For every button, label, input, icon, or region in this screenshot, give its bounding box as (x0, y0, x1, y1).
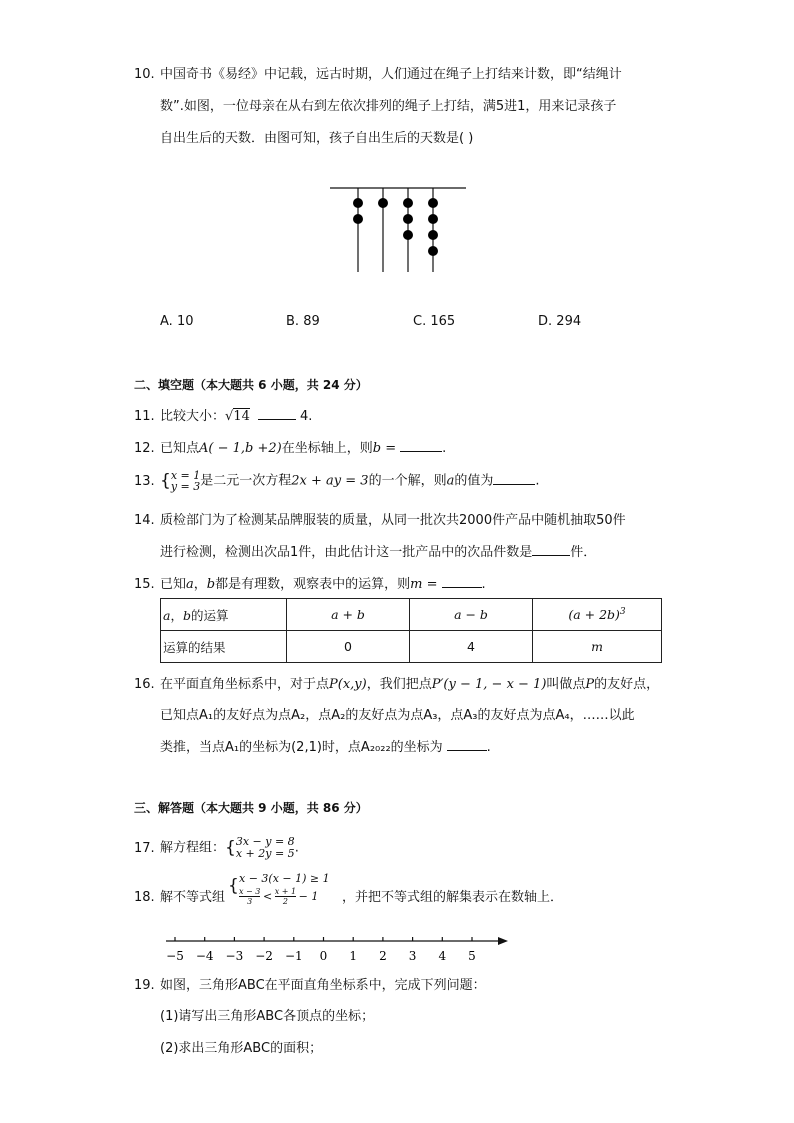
tick-label: −1 (284, 949, 303, 963)
knot (428, 246, 438, 256)
tick-label: −4 (195, 949, 214, 963)
choice-text: 10 (176, 314, 194, 329)
answer-blank[interactable] (442, 575, 482, 588)
question-18 (134, 889, 225, 907)
question-text: 进行检测，检测出次品1件，由此估计这一批产品中的次品件数是 (160, 545, 533, 560)
tick-label: 5 (468, 949, 476, 963)
question-text: . (294, 840, 299, 856)
exponent: 3 (619, 606, 626, 617)
choice-letter: D. (538, 314, 553, 329)
table-row (161, 599, 662, 631)
question-text: 在平面直角坐标系中，对于点 (160, 677, 330, 692)
question-text: 的友好点， (594, 677, 660, 692)
answer-blank[interactable] (258, 407, 296, 420)
question-14 (134, 512, 626, 530)
separator: ， (193, 577, 207, 592)
choice-text: 294 (556, 314, 582, 329)
question-text: 是二元一次方程 (200, 473, 292, 489)
question-text: 如图，三角形ABC在平面直角坐标系中，完成下列问题： (160, 978, 486, 993)
variable: b (206, 577, 216, 592)
question-15 (134, 575, 486, 594)
answer-blank[interactable] (400, 439, 442, 452)
knot (403, 214, 413, 224)
question-number: 14. (134, 513, 155, 528)
choice-b[interactable] (286, 314, 320, 329)
equation: x = 1 (170, 469, 201, 482)
inequality: x − 3(x − 1) ≥ 1 (239, 872, 330, 885)
numerator: x − 3 (239, 887, 261, 896)
question-14-line2 (160, 543, 596, 562)
answer-blank[interactable] (532, 543, 570, 556)
brace-icon: { (225, 838, 236, 858)
knot (403, 198, 413, 208)
question-16-line2: 已知点A₁的友好点为点A₂，点A₂的友好点为点A₃，点A₃的友好点为点A₄，……以此 (160, 708, 635, 723)
question-number: 19. (134, 978, 155, 993)
question-text: 已知点 (160, 441, 200, 456)
question-text: 在坐标轴上，则 (281, 441, 373, 456)
cell-text: 的运算 (190, 607, 229, 623)
question-number: 13. (134, 473, 155, 489)
question-text: 的一个解，则 (368, 473, 447, 489)
equation-system (171, 470, 200, 492)
tick-label: 2 (379, 949, 387, 963)
question-text: 质检部门为了检测某品牌服装的质量，从同一批次共2000件产品中随机抽取50件 (160, 513, 626, 528)
knot (428, 230, 438, 240)
variable: P (585, 677, 595, 692)
answer-blank[interactable] (447, 738, 487, 751)
question-12 (134, 439, 446, 458)
question-text: . (442, 441, 447, 456)
point-expression: A( − 1,b +2) (199, 441, 282, 456)
equation-system (236, 836, 295, 860)
question-text: ，并把不等式组的解集表示在数轴上． (342, 890, 564, 905)
tick-label: −2 (255, 949, 273, 963)
fraction (239, 887, 260, 906)
variable: b (182, 607, 191, 623)
question-16 (134, 676, 659, 694)
question-text: ，我们把点 (366, 677, 432, 692)
arrow-icon (498, 937, 508, 945)
operation-table (160, 598, 662, 663)
question-text: 叫做点 (546, 677, 586, 692)
question-text: 比较大小： (160, 409, 226, 424)
radicand: 14 (233, 409, 250, 424)
table-row (161, 631, 662, 663)
inequality-fraction-row (239, 887, 318, 906)
question-text: . (481, 577, 486, 592)
question-16-line3 (160, 738, 491, 757)
choice-text: 165 (430, 314, 456, 329)
choice-text: 89 (303, 314, 320, 329)
table-cell: 运算的结果 (161, 631, 287, 663)
question-number: 15. (134, 577, 155, 592)
knot (428, 214, 438, 224)
tick-label: 1 (349, 949, 358, 963)
question-text: 的值为 (454, 473, 494, 489)
question-19 (134, 977, 486, 995)
question-text: 类推，当点A₁的坐标为(2,1)时，点A₂₀₂₂的坐标为 (160, 740, 443, 755)
sub-question-2: (2)求出三角形ABC的面积； (160, 1041, 323, 1056)
equation: 2x + ay = 3 (291, 473, 369, 489)
tick-label: 4 (438, 949, 447, 963)
choice-a[interactable] (160, 314, 193, 329)
knot (403, 230, 413, 240)
question-13 (134, 470, 540, 492)
variable: a (446, 473, 455, 489)
table-cell: a + b (287, 599, 410, 631)
table-cell: a − b (410, 599, 533, 631)
variable: b = (372, 441, 397, 456)
question-text: . (535, 473, 540, 489)
tick-label: 3 (408, 949, 417, 963)
numerator: x + 1 (274, 887, 297, 896)
variable: a (163, 607, 171, 623)
question-10-line3: 自出生后的天数．由图可知，孩子自出生后的天数是( ) (160, 131, 474, 146)
question-text: . (486, 740, 491, 755)
question-text: 中国奇书《易经》中记载，远古时期，人们通过在绳子上打结来计数，即“结绳计 (160, 67, 622, 82)
question-text: 解不等式组 (160, 890, 226, 905)
operator: − 1 (298, 890, 319, 903)
question-text: 已知 (160, 577, 187, 592)
question-11 (134, 407, 312, 426)
choice-letter: C. (413, 314, 427, 329)
sqrt-expression: √14 (225, 409, 250, 424)
choice-d[interactable] (538, 314, 581, 329)
cell-text: (a + 2b) (568, 607, 620, 623)
choice-letter: B. (286, 314, 300, 329)
sub-question-1: (1)请写出三角形ABC各顶点的坐标； (160, 1009, 375, 1024)
question-10 (134, 66, 622, 84)
table-cell: m (533, 631, 662, 663)
choice-letter: A. (160, 314, 173, 329)
knot (428, 198, 438, 208)
question-10-line2: 数”.如图，一位母亲在从右到左依次排列的绳子上打结，满5进1，用来记录孩子 (160, 99, 617, 114)
tick-label: −3 (225, 949, 244, 963)
question-17 (134, 836, 299, 860)
fraction (275, 887, 296, 906)
question-number: 11. (134, 409, 155, 424)
section-title: 三、解答题（本大题共 9 小题，共 86 分） (134, 801, 368, 815)
denominator: 2 (282, 897, 288, 906)
equation: 3x − y = 8 (235, 835, 295, 848)
table-cell: 0 (287, 631, 410, 663)
operator: < (262, 890, 273, 903)
table-cell (161, 599, 287, 631)
tick-label: −5 (166, 949, 184, 963)
knot (378, 198, 388, 208)
brace-icon: { (160, 471, 171, 491)
section-title: 二、填空题（本大题共 6 小题，共 24 分） (134, 378, 368, 392)
equation: x + 2y = 5 (235, 847, 295, 860)
point-expression: P(x,y) (329, 677, 367, 692)
variable: a (186, 577, 194, 592)
knot-rope-figure (320, 182, 470, 277)
number-line (160, 930, 520, 964)
choice-c[interactable] (413, 314, 455, 329)
tick-label: 0 (319, 949, 328, 963)
knot (353, 198, 363, 208)
variable: m = (410, 577, 438, 592)
question-text: 都是有理数，观察表中的运算，则 (215, 577, 411, 592)
denominator: 3 (247, 897, 253, 906)
knot (353, 214, 363, 224)
table-cell: 4 (410, 631, 533, 663)
question-number: 12. (134, 441, 155, 456)
question-number: 17. (134, 840, 155, 856)
question-text: 4. (300, 409, 313, 424)
question-number: 16. (134, 677, 155, 692)
question-number: 10. (134, 67, 155, 82)
brace-icon: { (228, 876, 239, 896)
question-text: 解方程组： (160, 840, 226, 856)
question-number: 18. (134, 890, 155, 905)
separator: ， (170, 607, 183, 623)
answer-blank[interactable] (493, 472, 535, 485)
table-cell (533, 599, 662, 631)
question-text: 件． (570, 545, 597, 560)
point-expression: P′(y − 1, − x − 1) (431, 677, 547, 692)
equation: y = 3 (170, 480, 201, 493)
